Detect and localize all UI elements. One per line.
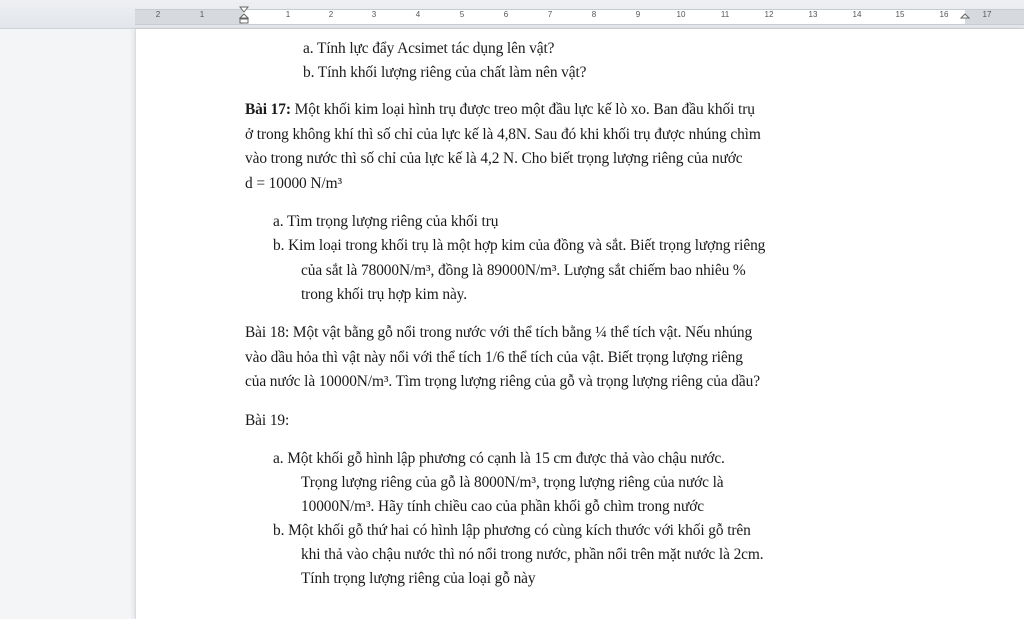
ruler-tick: 1 [285, 10, 291, 19]
bai17-line-1-text: Một khối kim loại hình trụ được treo một đầu lực kế lò xo. Ban đầu khối trụ [290, 101, 755, 118]
bai19-item-a-line-1: a. Một khối gỗ hình lập phương có cạnh là 15 cm được thả vào chậu nước. [273, 450, 725, 467]
ruler-right-margin [965, 9, 1024, 25]
bai17-line-1 [245, 98, 755, 122]
ruler-tick: 9 [635, 10, 641, 19]
ruler-tick: 6 [503, 10, 509, 19]
ruler-tick: 7 [547, 10, 553, 19]
ruler-tick: 10 [676, 10, 686, 19]
ruler-tick: 8 [591, 10, 597, 19]
ruler-tick: 12 [764, 10, 774, 19]
bai18-line-3: của nước là 10000N/m³. Tìm trọng lượng riêng của gỗ và trọng lượng riêng của dầu? [245, 373, 760, 390]
ruler-tick: 5 [459, 10, 465, 19]
ruler-tick: 3 [371, 10, 377, 19]
document-page[interactable] [135, 29, 1024, 619]
ruler-tick: 1 [199, 10, 205, 19]
bai19-item-b-line-3: Tính trọng lượng riêng của loại gỗ này [301, 570, 536, 587]
prev-item-a: a. Tính lực đẩy Acsimet tác dụng lên vật? [303, 40, 555, 57]
ruler-left-margin [135, 9, 243, 25]
ruler-tick: 16 [939, 10, 949, 19]
bai19-item-b-line-1: b. Một khối gỗ thứ hai có hình lập phương có cùng kích thước với khối gỗ trên [273, 522, 751, 539]
bai17-item-b-line-2: của sắt là 78000N/m³, đồng là 89000N/m³. Lượng sắt chiếm bao nhiêu % [301, 262, 746, 279]
bai19-title: Bài 19: [245, 412, 290, 429]
ruler-tick: 17 [982, 10, 992, 19]
bai17-item-a: a. Tìm trọng lượng riêng của khối trụ [273, 213, 499, 230]
horizontal-ruler[interactable] [0, 0, 1024, 29]
bai19-item-a-line-3: 10000N/m³. Hãy tính chiều cao của phần khối gỗ chìm trong nước [301, 498, 704, 515]
ruler-text-area [135, 9, 1024, 25]
bai19-item-b-line-2: khi thả vào chậu nước thì nó nổi trong nước, phần nổi trên mặt nước là 2cm. [301, 546, 764, 563]
bai17-line-3: vào trong nước thì số chỉ của lực kế là 4,2 N. Cho biết trọng lượng riêng của nước [245, 150, 743, 167]
bai17-line-4: d = 10000 N/m³ [245, 175, 342, 192]
bai18-line-1: Bài 18: Một vật bằng gỗ nổi trong nước với thể tích bằng ¼ thể tích vật. Nếu nhúng [245, 324, 753, 341]
bai17-item-b-line-1: b. Kim loại trong khối trụ là một hợp kim của đồng và sắt. Biết trọng lượng riêng [273, 237, 766, 254]
bai18-line-2: vào dầu hỏa thì vật này nổi với thể tích 1/6 thể tích của vật. Biết trọng lượng riêng [245, 349, 743, 366]
bai17-line-2: ở trong không khí thì số chỉ của lực kế là 4,8N. Sau đó khi khối trụ được nhúng chìm [245, 126, 761, 143]
bai17-item-b-line-3: trong khối trụ hợp kim này. [301, 286, 468, 303]
ruler-tick: 2 [155, 10, 161, 19]
ruler-tick: 2 [328, 10, 334, 19]
ruler-tick: 4 [415, 10, 421, 19]
ruler-tick: 13 [808, 10, 818, 19]
ruler-tick: 14 [852, 10, 862, 19]
prev-item-b: b. Tính khối lượng riêng của chất làm nên vật? [303, 64, 587, 81]
bai17-title: Bài 17: [245, 101, 291, 118]
ruler-tick: 11 [720, 10, 730, 19]
right-indent-marker[interactable] [960, 6, 970, 24]
left-indent-marker[interactable] [239, 6, 249, 24]
bai19-item-a-line-2: Trọng lượng riêng của gỗ là 8000N/m³, trọng lượng riêng của nước là [301, 474, 724, 491]
ruler-tick: 15 [895, 10, 905, 19]
